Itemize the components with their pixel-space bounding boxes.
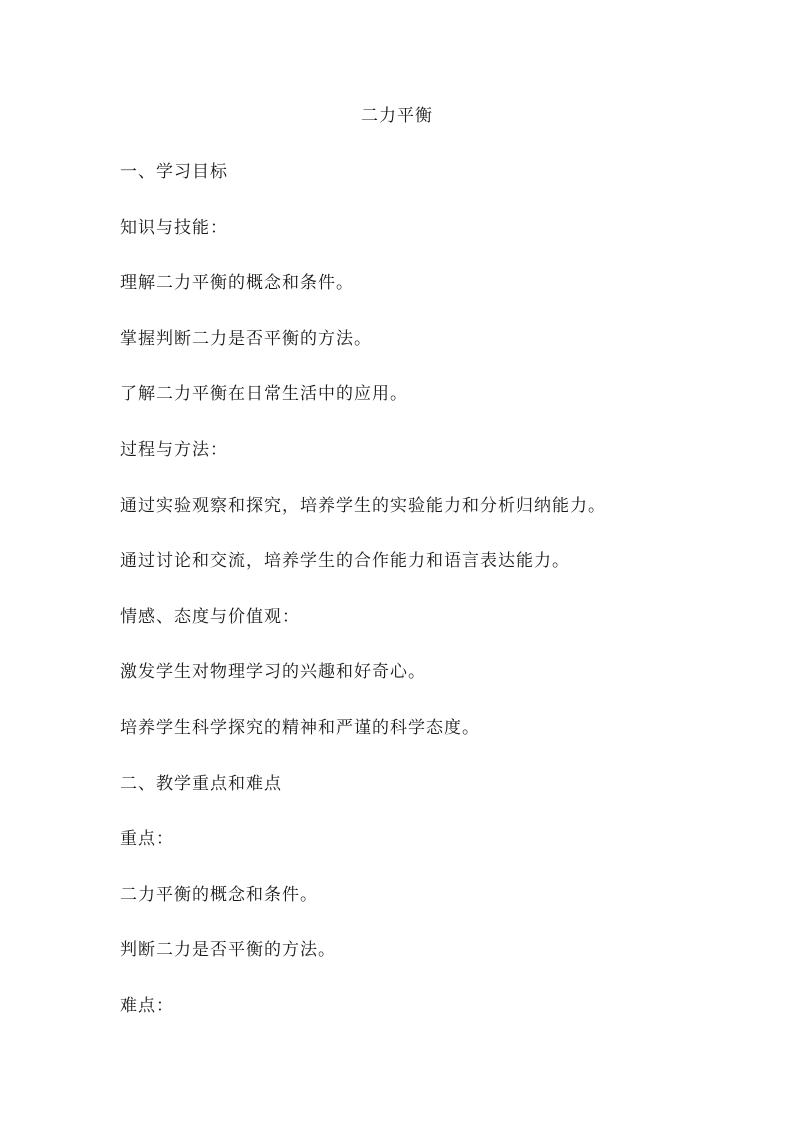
section-heading-key-points: 二、教学重点和难点 — [120, 773, 282, 794]
paragraph: 通过实验观察和探究，培养学生的实验能力和分析归纳能力。 — [120, 495, 606, 516]
subheading-difficulties: 难点： — [120, 995, 174, 1016]
paragraph: 培养学生科学探究的精神和严谨的科学态度。 — [120, 717, 480, 738]
subheading-attitudes-values: 情感、态度与价值观： — [120, 606, 300, 627]
paragraph: 通过讨论和交流，培养学生的合作能力和语言表达能力。 — [120, 551, 570, 572]
section-heading-learning-goals: 一、学习目标 — [120, 162, 228, 182]
paragraph: 理解二力平衡的概念和条件。 — [120, 273, 354, 294]
document-body — [120, 160, 720, 1050]
paragraph: 了解二力平衡在日常生活中的应用。 — [120, 384, 408, 405]
subheading-key-points: 重点： — [120, 829, 174, 850]
paragraph: 激发学生对物理学习的兴趣和好奇心。 — [120, 662, 426, 683]
document-title: 二力平衡 — [361, 106, 433, 126]
paragraph: 判断二力是否平衡的方法。 — [120, 940, 336, 961]
paragraph: 二力平衡的概念和条件。 — [120, 884, 318, 905]
subheading-knowledge-skills: 知识与技能： — [120, 217, 228, 238]
subheading-process-methods: 过程与方法： — [120, 439, 228, 460]
paragraph: 掌握判断二力是否平衡的方法。 — [120, 328, 372, 349]
